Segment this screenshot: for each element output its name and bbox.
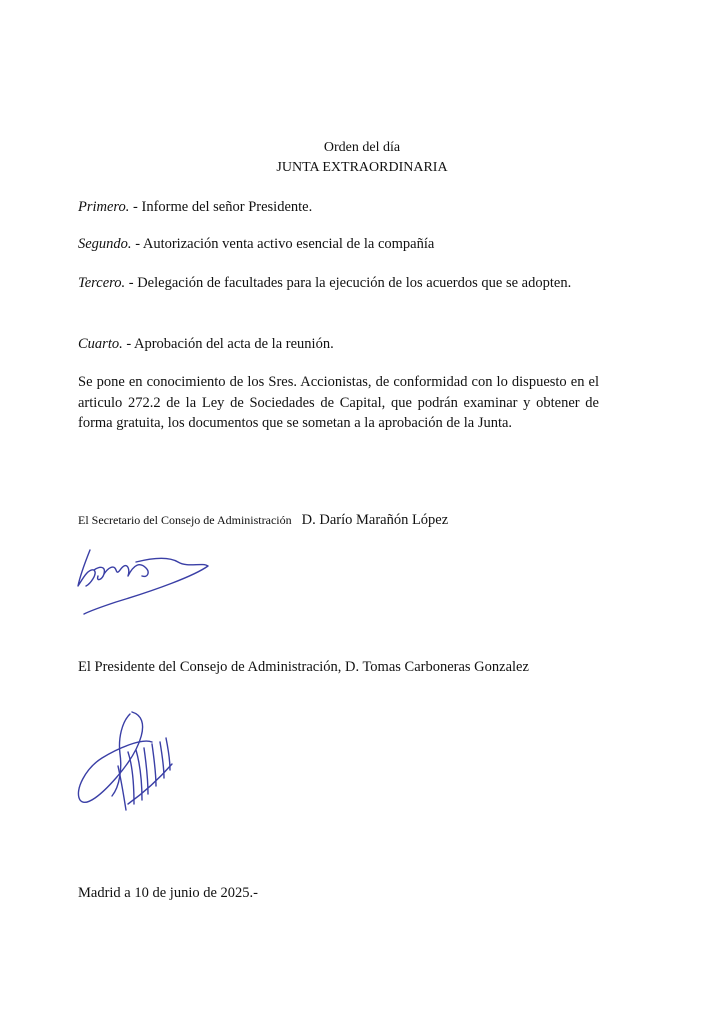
agenda-item-fourth [78,334,598,355]
meeting-type-title: JUNTA EXTRAORDINARIA [276,160,448,175]
agenda-item-text: - Informe del señor Presidente. [129,199,313,215]
agenda-item-third [78,273,598,294]
agenda-item-first [78,197,598,218]
agenda-item-text: - Delegación de facultades para la ejecución de los acuerdos que se adopten. [125,275,572,291]
signing-date: Madrid a 10 de junio de 2025.- [78,885,259,901]
secretary-role: El Secretario del Consejo de Administración [78,513,292,527]
agenda-item-text: - Autorización venta activo esencial de la compañía [131,236,435,252]
secretary-name: D. Darío Marañón López [301,512,449,528]
agenda-item-second [78,234,598,255]
agenda-item-label: Primero. [78,199,130,215]
agenda-item-text: - Aprobación del acta de la reunión. [122,336,334,352]
president-line: El Presidente del Consejo de Administración, D. Tomas Carboneras Gonzalez [78,659,529,675]
agenda-item-label: Tercero. [78,275,126,291]
agenda-item-label: Segundo. [78,236,132,252]
secretary-line [78,510,448,531]
shareholder-notice: Se pone en conocimiento de los Sres. Accionistas, de conformidad con lo dispuesto en el articulo 272.2 de la Ley de Sociedades de Capital, que podrán examinar y obtener de forma gratuita, los documentos que se sometan a la aprobación de la Junta. [78,374,599,432]
agenda-title: Orden del día [323,140,401,155]
agenda-item-label: Cuarto. [78,336,123,352]
secretary-signature [76,540,216,620]
president-signature [72,708,182,826]
